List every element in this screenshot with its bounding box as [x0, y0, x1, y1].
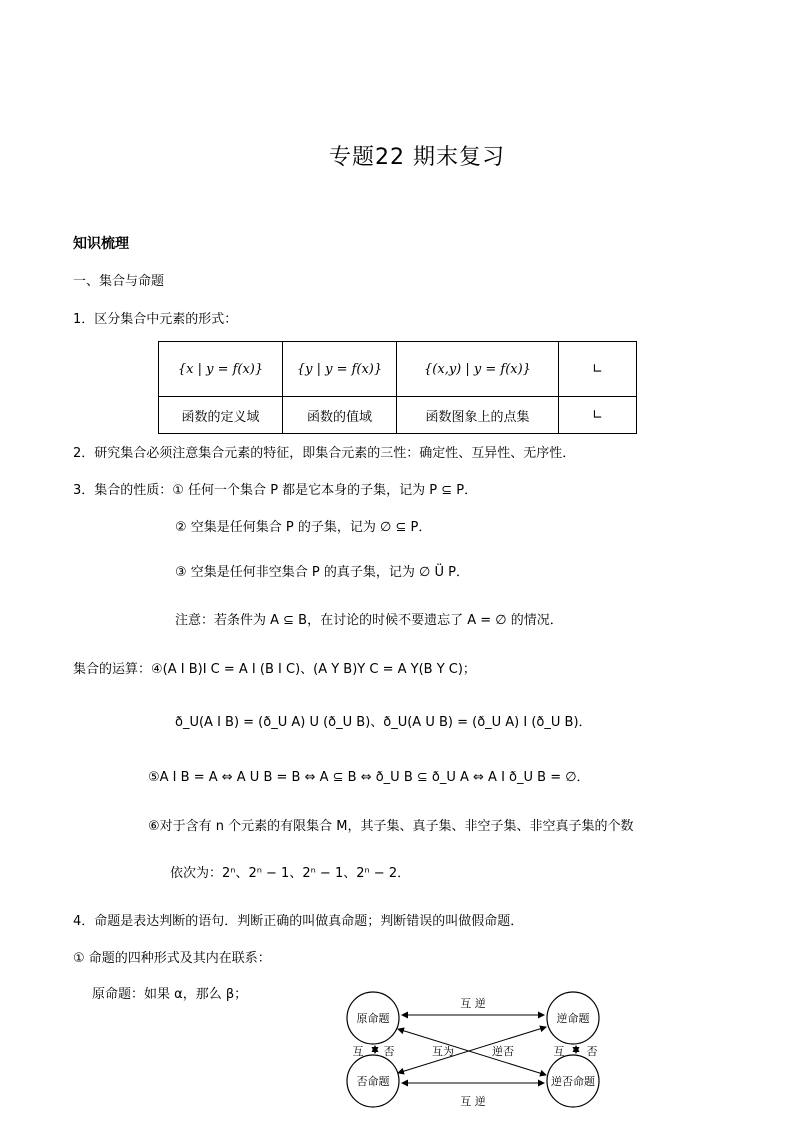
item-3-2: ② 空集是任何集合 P 的子集，记为 ∅ ⊆ P． — [175, 520, 432, 535]
item-2: 2．研究集合必须注意集合元素的特征，即集合元素的三性：确定性、互异性、无序性． — [73, 446, 576, 461]
ops-line-1: 集合的运算：④(A I B)I C = A I (B I C)、(A Y B)Y C = A Y(B Y C)； — [73, 662, 476, 677]
item-4-1: ① 命题的四种形式及其内在联系： — [73, 951, 271, 966]
node-contrapositive: 逆否命题 — [551, 1075, 595, 1088]
node-original: 原命题 — [356, 1012, 390, 1025]
ops-line-4: ⑥对于含有 n 个元素的有限集合 M，其子集、真子集、非空子集、非空真子集的个数 — [148, 819, 634, 834]
item-3-note: 注意：若条件为 A ⊆ B，在讨论的时候不要遗忘了 A = ∅ 的情况． — [175, 613, 563, 628]
cross-label-right: 逆否 — [492, 1045, 514, 1058]
node-converse: 逆命题 — [556, 1012, 590, 1025]
set-forms-table — [158, 341, 637, 434]
four-propositions-diagram — [340, 985, 610, 1110]
left-label-b: 否 — [383, 1045, 395, 1058]
table-cell: 函数的定义域 — [159, 397, 283, 434]
section-heading: 知识梳理 — [73, 236, 129, 252]
table-cell: ∟ — [559, 397, 637, 434]
table-cell: {x | y = f(x)} — [159, 342, 283, 397]
right-label-b: 否 — [586, 1045, 598, 1058]
table-cell: 函数的值域 — [283, 397, 397, 434]
bottom-label: 互 逆 — [460, 1095, 486, 1108]
cross-arrow-2 — [398, 1027, 546, 1073]
cross-arrow-1 — [398, 1029, 546, 1075]
table-cell: 函数图象上的点集 — [397, 397, 559, 434]
original-proposition: 原命题：如果 α，那么 β； — [92, 987, 248, 1002]
item-1: 1．区分集合中元素的形式： — [73, 312, 238, 327]
ops-line-2: ð_U(A I B) = (ð_U A) U (ð_U B)、ð_U(A U B) = (ð_U A) I (ð_U B)． — [175, 715, 592, 730]
table-cell: ∟ — [559, 342, 637, 397]
table-cell: {y | y = f(x)} — [283, 342, 397, 397]
right-label-a: 互 — [553, 1045, 565, 1058]
page-title: 专题22 期末复习 — [329, 145, 505, 170]
item-4: 4．命题是表达判断的语句．判断正确的叫做真命题；判断错误的叫做假命题． — [73, 914, 524, 929]
subsection-heading: 一、集合与命题 — [73, 274, 165, 289]
item-3: 3．集合的性质：① 任何一个集合 P 都是它本身的子集，记为 P ⊆ P． — [73, 483, 478, 498]
item-3-3: ③ 空集是任何非空集合 P 的真子集，记为 ∅ Ü P． — [175, 565, 469, 580]
node-inverse: 否命题 — [356, 1075, 390, 1088]
left-label-a: 互 — [352, 1045, 364, 1058]
top-label: 互 逆 — [460, 997, 486, 1010]
ops-line-5: 依次为：2ⁿ、2ⁿ − 1、2ⁿ − 1、2ⁿ − 2． — [170, 866, 411, 881]
cross-label-left: 互为 — [432, 1045, 454, 1058]
table-cell: {(x,y) | y = f(x)} — [397, 342, 559, 397]
ops-line-3: ⑤A I B = A ⇔ A U B = B ⇔ A ⊆ B ⇔ ð_U B ⊆ ð_U A ⇔ A I ð_U B = ∅． — [148, 770, 590, 785]
